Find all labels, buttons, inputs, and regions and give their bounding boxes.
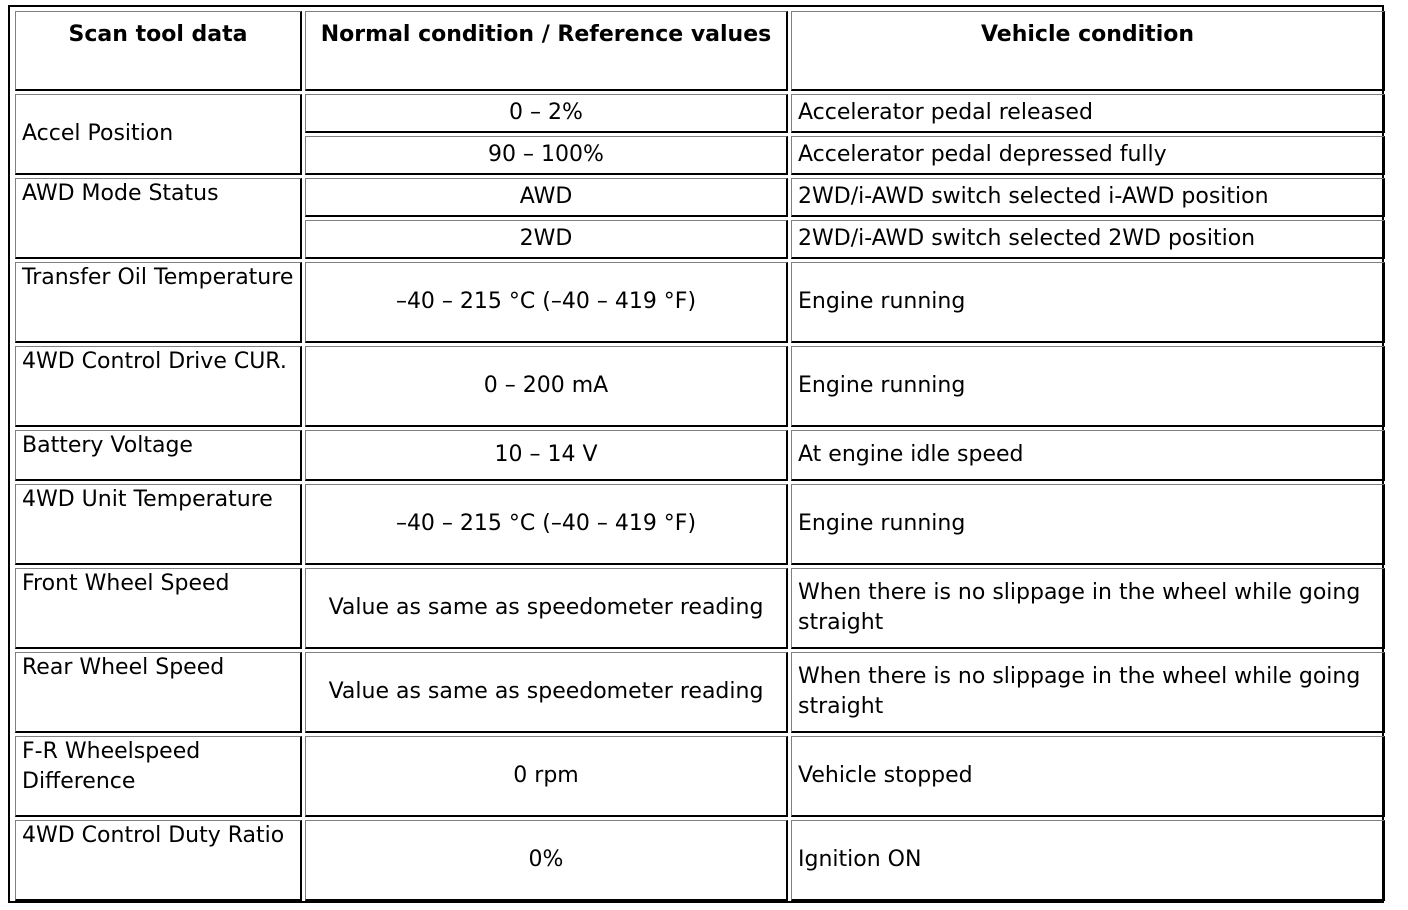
reference-value: 0 rpm — [305, 736, 788, 817]
header-row — [15, 11, 1385, 91]
vehicle-condition: Accelerator pedal depressed fully — [791, 136, 1385, 175]
reference-value: 90 – 100% — [305, 136, 788, 175]
vehicle-condition: Engine running — [791, 346, 1385, 427]
reference-value: Value as same as speedometer reading — [305, 568, 788, 649]
scan-tool-data-table — [12, 8, 1388, 904]
scan-item-battery-voltage: Battery Voltage — [15, 430, 302, 481]
vehicle-condition: When there is no slippage in the wheel while going straight — [791, 652, 1385, 733]
table-row — [15, 262, 1385, 343]
vehicle-condition: Vehicle stopped — [791, 736, 1385, 817]
table-row — [15, 484, 1385, 565]
scan-item-rear-wheel-speed: Rear Wheel Speed — [15, 652, 302, 733]
scan-item-front-wheel-speed: Front Wheel Speed — [15, 568, 302, 649]
scan-item-transfer-oil-temperature: Transfer Oil Temperature — [15, 262, 302, 343]
vehicle-condition: At engine idle speed — [791, 430, 1385, 481]
vehicle-condition: Ignition ON — [791, 820, 1385, 901]
vehicle-condition: Accelerator pedal released — [791, 94, 1385, 133]
reference-value: AWD — [305, 178, 788, 217]
header-normal-condition: Normal condition / Reference values — [305, 11, 788, 91]
reference-value: –40 – 215 °C (–40 – 419 °F) — [305, 484, 788, 565]
table-row — [15, 736, 1385, 817]
reference-value: –40 – 215 °C (–40 – 419 °F) — [305, 262, 788, 343]
scan-item-4wd-control-duty-ratio: 4WD Control Duty Ratio — [15, 820, 302, 901]
reference-value: 2WD — [305, 220, 788, 259]
table-row — [15, 346, 1385, 427]
table-row — [15, 178, 1385, 217]
reference-value: 0% — [305, 820, 788, 901]
reference-value: 10 – 14 V — [305, 430, 788, 481]
vehicle-condition: 2WD/i-AWD switch selected i-AWD position — [791, 178, 1385, 217]
table-row — [15, 94, 1385, 133]
vehicle-condition: When there is no slippage in the wheel while going straight — [791, 568, 1385, 649]
table-row — [15, 652, 1385, 733]
scan-item-4wd-unit-temperature: 4WD Unit Temperature — [15, 484, 302, 565]
table-row — [15, 568, 1385, 649]
vehicle-condition: Engine running — [791, 484, 1385, 565]
table-row — [15, 430, 1385, 481]
vehicle-condition: 2WD/i-AWD switch selected 2WD position — [791, 220, 1385, 259]
header-vehicle-condition: Vehicle condition — [791, 11, 1385, 91]
scan-item-4wd-control-drive-cur: 4WD Control Drive CUR. — [15, 346, 302, 427]
reference-value: 0 – 200 mA — [305, 346, 788, 427]
scan-item-accel-position: Accel Position — [15, 94, 302, 175]
scan-item-awd-mode-status: AWD Mode Status — [15, 178, 302, 259]
header-scan-tool-data: Scan tool data — [15, 11, 302, 91]
table-row — [15, 820, 1385, 901]
reference-value: 0 – 2% — [305, 94, 788, 133]
scan-item-fr-wheelspeed-difference: F-R Wheelspeed Difference — [15, 736, 302, 817]
reference-value: Value as same as speedometer reading — [305, 652, 788, 733]
vehicle-condition: Engine running — [791, 262, 1385, 343]
